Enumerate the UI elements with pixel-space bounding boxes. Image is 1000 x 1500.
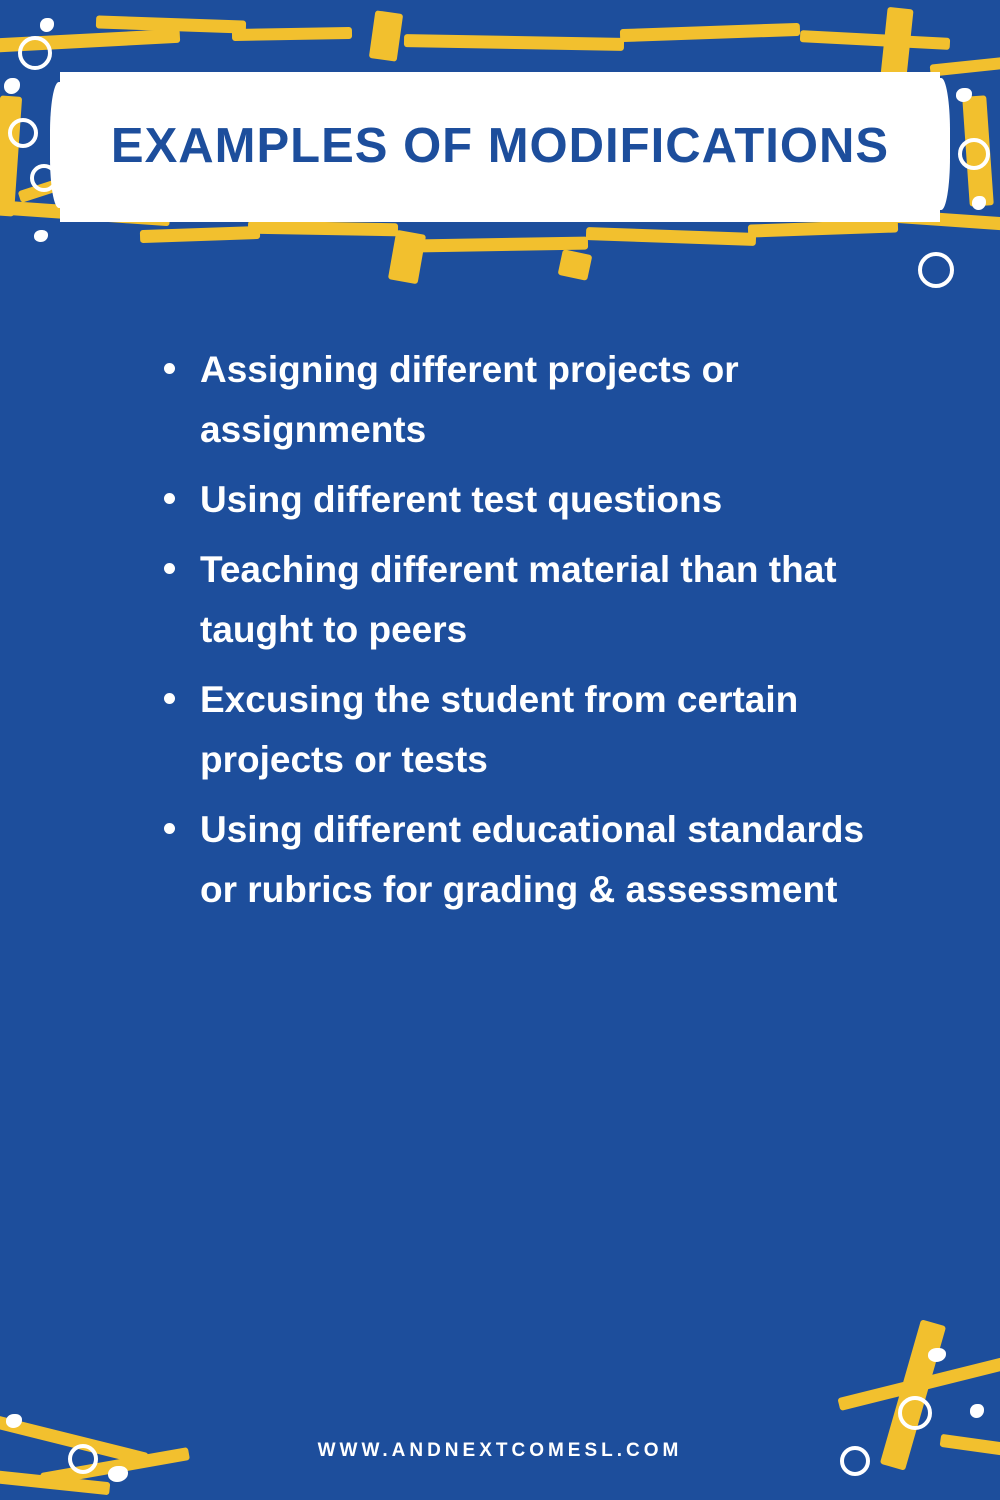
yellow-streak-icon <box>930 55 1000 76</box>
circle-doodle-icon <box>898 1396 932 1430</box>
list-item: Excusing the student from certain projects or tests <box>150 670 890 790</box>
modifications-list <box>150 340 890 929</box>
blob-doodle-icon <box>972 196 986 210</box>
blob-doodle-icon <box>34 230 48 242</box>
blob-doodle-icon <box>928 1348 946 1362</box>
blob-doodle-icon <box>956 88 972 102</box>
circle-doodle-icon <box>958 138 990 170</box>
yellow-streak-icon <box>0 95 22 216</box>
circle-doodle-icon <box>8 118 38 148</box>
list-item: Using different test questions <box>150 470 890 530</box>
yellow-streak-icon <box>748 219 898 237</box>
yellow-streak-icon <box>0 1470 110 1495</box>
yellow-streak-icon <box>962 95 994 206</box>
page-title: EXAMPLES OF MODIFICATIONS <box>110 119 890 174</box>
yellow-streak-icon <box>620 23 800 42</box>
circle-doodle-icon <box>18 36 52 70</box>
yellow-streak-icon <box>96 15 246 33</box>
yellow-streak-icon <box>0 29 180 53</box>
yellow-streak-icon <box>558 249 593 281</box>
list-item: Teaching different material than that taught to peers <box>150 540 890 660</box>
blob-doodle-icon <box>4 78 20 94</box>
yellow-streak-icon <box>404 34 624 51</box>
list-item: Assigning different projects or assignments <box>150 340 890 460</box>
yellow-streak-icon <box>837 1350 1000 1411</box>
yellow-streak-icon <box>232 27 352 41</box>
yellow-streak-icon <box>418 237 588 253</box>
blob-doodle-icon <box>6 1414 22 1428</box>
yellow-streak-icon <box>369 10 403 61</box>
yellow-streak-icon <box>880 7 913 79</box>
title-card <box>60 72 940 222</box>
blob-doodle-icon <box>108 1466 128 1482</box>
blob-doodle-icon <box>40 18 54 32</box>
blob-doodle-icon <box>970 1404 984 1418</box>
yellow-streak-icon <box>586 227 756 246</box>
yellow-streak-icon <box>248 221 398 237</box>
list-item: Using different educational standards or rubrics for grading & assessment <box>150 800 890 920</box>
yellow-streak-icon <box>388 230 426 284</box>
footer-website: WWW.ANDNEXTCOMESL.COM <box>317 1440 683 1461</box>
yellow-streak-icon <box>800 30 950 50</box>
circle-doodle-icon <box>918 252 954 288</box>
yellow-streak-icon <box>140 226 260 243</box>
